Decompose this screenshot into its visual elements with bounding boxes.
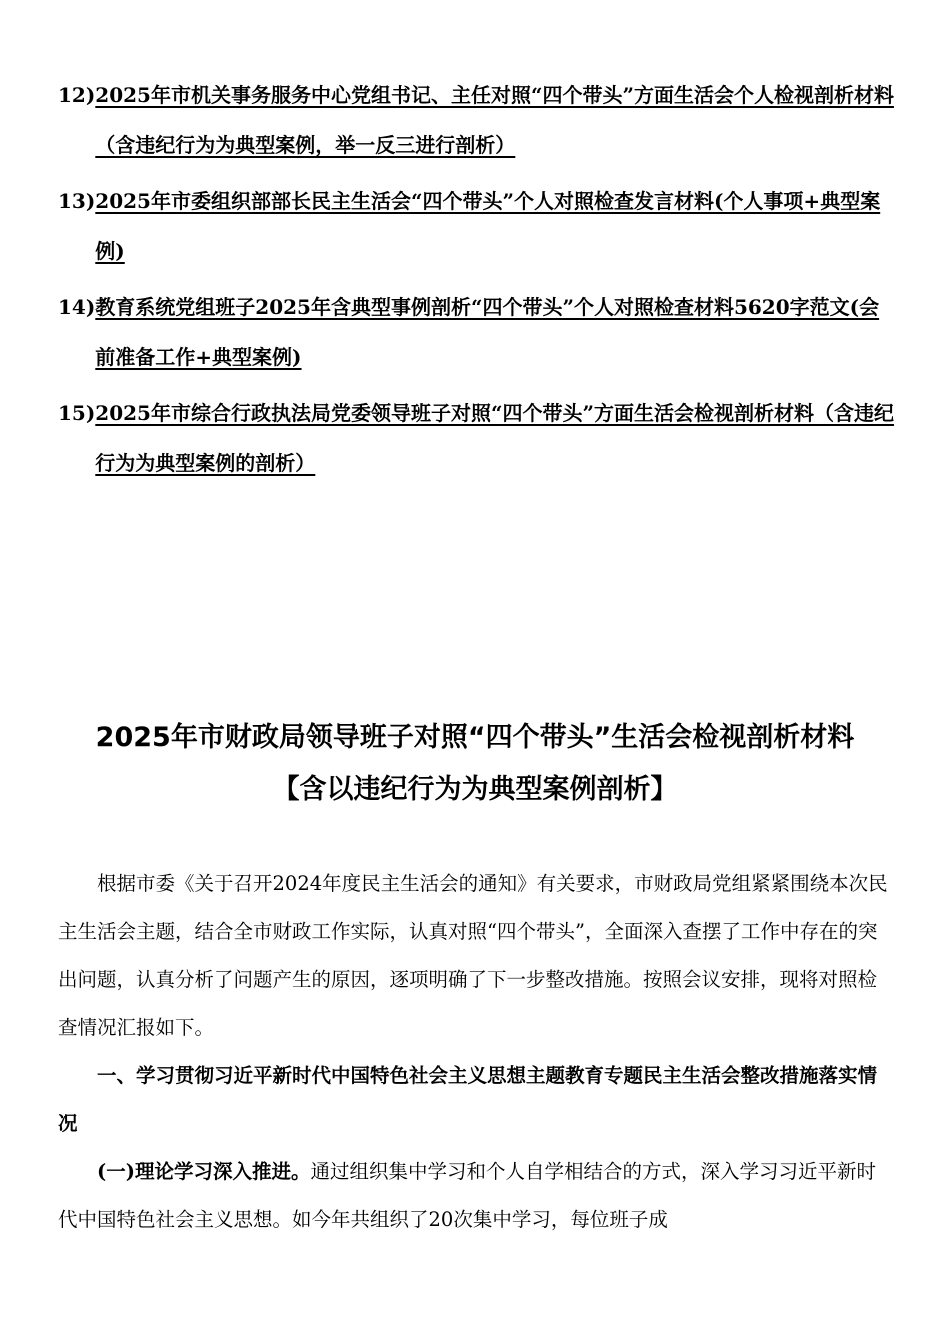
- toc-number: 15): [58, 401, 96, 425]
- toc-item-12: [58, 70, 898, 170]
- document-title: [40, 712, 910, 816]
- toc-link-15[interactable]: 2025年市综合行政执法局党委领导班子对照“四个带头”方面生活会检视剖析材料（含违纪行为为典型案例的剖析）: [95, 401, 894, 475]
- title-line-2: 【含以违纪行为为典型案例剖析】: [272, 774, 678, 805]
- title-line-1: 2025年市财政局领导班子对照“四个带头”生活会检视剖析材料: [95, 722, 855, 753]
- toc-link-13[interactable]: 2025年市委组织部部长民主生活会“四个带头”个人对照检查发言材料(个人事项+典型案例): [95, 189, 881, 263]
- toc-number: 12): [58, 83, 96, 107]
- toc-link-12[interactable]: 2025年市机关事务服务中心党组书记、主任对照“四个带头”方面生活会个人检视剖析材料（含违纪行为为典型案例，举一反三进行剖析）: [95, 83, 894, 157]
- toc-number: 13): [58, 189, 96, 213]
- toc-list: [58, 70, 898, 494]
- toc-item-14: [58, 282, 898, 382]
- document-body: [58, 860, 894, 1244]
- section-1-heading: 一、学习贯彻习近平新时代中国特色社会主义思想主题教育专题民主生活会整改措施落实情况: [58, 1064, 878, 1135]
- subsection-1-lead: (一)理论学习深入推进。: [97, 1160, 311, 1183]
- toc-link-14[interactable]: 教育系统党组班子2025年含典型事例剖析“四个带头”个人对照检查材料5620字范文(会前准备工作+典型案例): [95, 295, 880, 369]
- subsection-1-paragraph: [58, 1148, 894, 1244]
- intro-paragraph: 根据市委《关于召开2024年度民主生活会的通知》有关要求，市财政局党组紧紧围绕本次民主生活会主题，结合全市财政工作实际，认真对照“四个带头”，全面深入查摆了工作中存在的突出问题，认真分析了问题产生的原因，逐项明确了下一步整改措施。按照会议安排，现将对照检查情况汇报如下。: [58, 872, 888, 1039]
- toc-item-15: [58, 388, 898, 488]
- toc-item-13: [58, 176, 898, 276]
- toc-number: 14): [58, 295, 96, 319]
- subsection-1-text: 通过组织集中学习和个人自学相结合的方式，深入学习习近平新时代中国特色社会主义思想。如今年共组织了20次集中学习，每位班子成: [58, 1160, 876, 1231]
